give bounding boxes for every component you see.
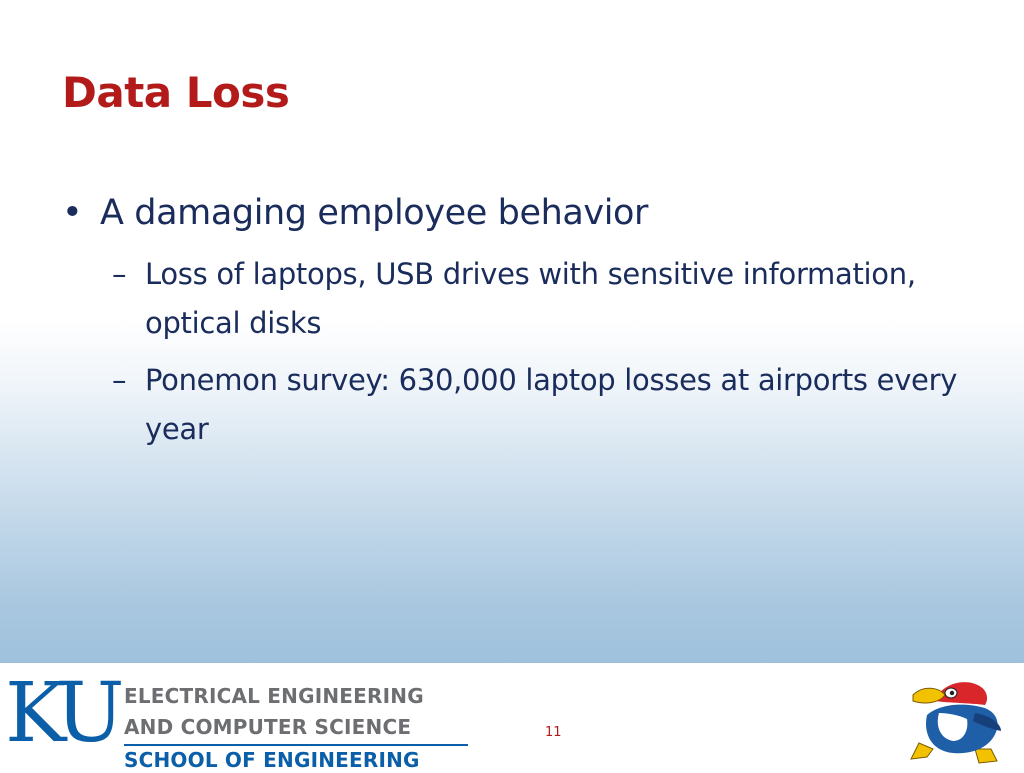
slide-footer bbox=[0, 663, 1024, 772]
ku-logo: KU bbox=[5, 666, 117, 761]
department-line-2: AND COMPUTER SCIENCE bbox=[124, 715, 412, 739]
department-line-1: ELECTRICAL ENGINEERING bbox=[124, 684, 424, 708]
bullet-text: A damaging employee behavior bbox=[100, 193, 649, 233]
slide-title: Data Loss bbox=[62, 68, 290, 117]
department-divider bbox=[124, 744, 468, 746]
bullet-marker: • bbox=[62, 193, 83, 233]
sub-bullet-marker: – bbox=[112, 363, 127, 397]
sub-bullet-text: Ponemon survey: 630,000 laptop losses at airports every year bbox=[145, 363, 958, 446]
school-label: SCHOOL OF ENGINEERING bbox=[124, 748, 420, 772]
page-number: 11 bbox=[545, 725, 562, 740]
jayhawk-icon bbox=[905, 673, 1010, 765]
department-label bbox=[124, 681, 468, 773]
sub-bullet-text: Loss of laptops, USB drives with sensitive information, optical disks bbox=[145, 257, 916, 340]
sub-bullet-marker: – bbox=[112, 257, 127, 291]
